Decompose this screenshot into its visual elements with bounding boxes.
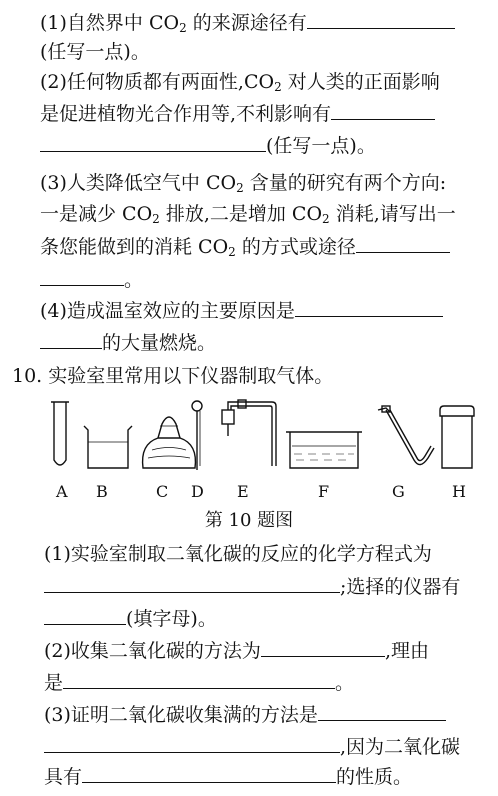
answer-blank[interactable]: [44, 572, 340, 593]
apparatus-label: E: [237, 482, 249, 501]
q9-p2-line3: (任写一点)。: [40, 131, 376, 159]
answer-blank[interactable]: [44, 604, 126, 625]
answer-blank[interactable]: [318, 700, 446, 721]
q9-p3-line1: (3)人类降低空气中 $CO_2$ 含量的研究有两个方向:: [40, 172, 447, 195]
apparatus-label: F: [318, 482, 330, 501]
figure-caption: 第 10 题图: [204, 510, 294, 531]
apparatus-figure: [40, 396, 480, 476]
stopper-delivery-tube-icon: [222, 400, 276, 466]
apparatus-label: A: [56, 482, 68, 501]
q9-p1-line2: (任写一点)。: [40, 41, 150, 63]
q10-p2-line1: (2)收集二氧化碳的方法为 ,理由: [44, 636, 429, 664]
answer-blank[interactable]: [261, 636, 385, 657]
alcohol-lamp-icon: [143, 417, 196, 468]
answer-blank[interactable]: [40, 328, 102, 349]
gas-jar-icon: [440, 406, 474, 468]
q9-p3-line2: 一是减少 $CO_2$ 排放,二是增加 $CO_2$ 消耗,请写出一: [40, 203, 456, 226]
q10-p3-line3: 具有 的性质。: [44, 762, 412, 790]
dropper-icon: [192, 401, 202, 470]
answer-blank[interactable]: [40, 265, 124, 286]
q9-p2-line1: (2)任何物质都有两面性$,CO_2$ 对人类的正面影响: [40, 71, 440, 94]
apparatus-label: C: [156, 482, 169, 501]
bent-tube-icon: [378, 406, 434, 465]
q9-p3-line4: 。: [40, 265, 143, 293]
answer-blank[interactable]: [82, 762, 336, 783]
q9-p4-line1: (4)造成温室效应的主要原因是: [40, 296, 443, 324]
apparatus-label: B: [96, 482, 108, 501]
q10-p1-line2: ;选择的仪器有: [44, 572, 460, 600]
q10-p3-line2: ,因为二氧化碳: [44, 732, 460, 760]
answer-blank[interactable]: [44, 732, 340, 753]
apparatus-label: H: [452, 482, 466, 501]
beaker-icon: [84, 426, 132, 468]
apparatus-label: D: [191, 482, 204, 501]
q10-stem: 10. 实验室里常用以下仪器制取气体。: [12, 365, 334, 387]
answer-blank[interactable]: [331, 99, 435, 120]
test-tube-icon: [51, 402, 69, 465]
answer-blank[interactable]: [63, 668, 335, 689]
answer-blank[interactable]: [295, 296, 443, 317]
water-trough-icon: [286, 432, 362, 468]
apparatus-labels: [0, 481, 498, 503]
q10-p3-line1: (3)证明二氧化碳收集满的方法是: [44, 700, 446, 728]
answer-blank[interactable]: [40, 131, 266, 152]
answer-blank[interactable]: [356, 232, 450, 253]
question-number: 10.: [12, 365, 43, 387]
apparatus-label: G: [392, 482, 405, 501]
q9-p2-line2: 是促进植物光合作用等,不利影响有: [40, 99, 435, 127]
answer-blank[interactable]: [307, 8, 455, 29]
q10-p1-line1: (1)实验室制取二氧化碳的反应的化学方程式为: [44, 543, 432, 565]
q9-p1-line1: (1)自然界中 $CO_2$ 的来源途径有: [40, 8, 455, 36]
q10-p2-line2: 是 。: [44, 668, 354, 696]
q10-p1-line3: (填字母)。: [44, 604, 217, 632]
q9-p4-line2: 的大量燃烧。: [40, 328, 216, 356]
q9-p3-line3: 条您能做到的消耗 $CO_2$ 的方式或途径: [40, 232, 450, 260]
